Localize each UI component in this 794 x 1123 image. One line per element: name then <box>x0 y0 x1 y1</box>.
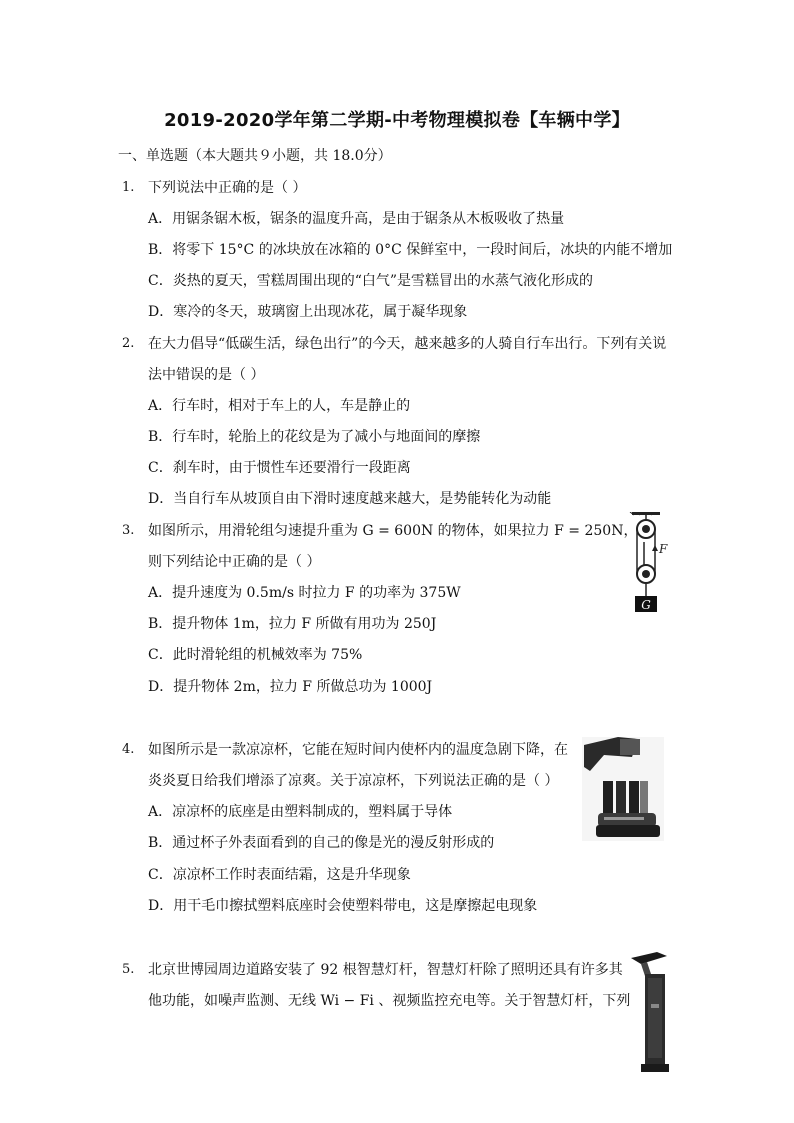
question-1-stem: 下列说法中正确的是（ ） <box>148 180 307 196</box>
question-3-option-c: C．此时滑轮组的机械效率为 75% <box>148 647 363 663</box>
question-4-option-c: C．凉凉杯工作时表面结霜，这是升华现象 <box>148 867 411 883</box>
weight-label: G <box>641 598 651 612</box>
question-1-option-b: B．将零下 15°C 的冰块放在冰箱的 0°C 保鲜室中，一段时间后，冰块的内能不增加 <box>148 242 673 258</box>
question-2-option-b: B．行车时，轮胎上的花纹是为了减小与地面间的摩擦 <box>148 429 481 445</box>
question-1-number: 1. <box>122 180 135 195</box>
section-heading: 一、单选题（本大题共９小题，共 18.0分） <box>118 148 392 164</box>
question-4-stem-line-2: 炎炎夏日给我们增添了凉爽。关于凉凉杯，下列说法正确的是（ ） <box>148 773 559 789</box>
page-title: 2019-2020学年第二学期-中考物理模拟卷【车辆中学】 <box>164 110 630 131</box>
question-4-number: 4. <box>122 742 135 757</box>
force-arrow <box>652 545 658 551</box>
question-2-option-c: C．刹车时，由于惯性车还要滑行一段距离 <box>148 460 411 476</box>
question-3-option-b: B．提升物体 1m，拉力 F 所做有用功为 250J <box>148 616 437 632</box>
cooling-cup-photo <box>582 737 664 841</box>
question-2-stem-line-2: 法中错误的是（ ） <box>148 367 265 383</box>
question-4-stem-line-1: 如图所示是一款凉凉杯，它能在短时间内使杯内的温度急剧下降，在 <box>148 742 568 758</box>
question-5-stem-line-2: 他功能，如噪声监测、无线 Wi − Fi 、视频监控充电等。关于智慧灯杆，下列 <box>148 993 631 1009</box>
question-2-stem-line-1: 在大力倡导“低碳生活，绿色出行”的今天，越来越多的人骑自行车出行。下列有关说 <box>148 336 667 352</box>
question-2-option-d: D．当自行车从坡顶自由下滑时速度越来越大，是势能转化为动能 <box>148 491 552 507</box>
question-5-stem-line-1: 北京世博园周边道路安装了 92 根智慧灯杆，智慧灯杆除了照明还具有许多其 <box>148 962 623 978</box>
question-4-option-d: D．用干毛巾擦拭塑料底座时会使塑料带电，这是摩擦起电现象 <box>148 898 538 914</box>
lamp-base <box>641 1064 669 1072</box>
question-4-option-b: B．通过杯子外表面看到的自己的像是光的漫反射形成的 <box>148 835 495 851</box>
question-4-option-a: A．凉凉杯的底座是由塑料制成的，塑料属于导体 <box>148 804 453 820</box>
pulley-system-figure <box>622 512 674 614</box>
smart-lamp-post-photo <box>627 952 673 1073</box>
question-5-number: 5. <box>122 962 135 977</box>
question-2-number: 2. <box>122 336 135 351</box>
question-2-option-a: A．行车时，相对于车上的人，车是静止的 <box>148 398 411 414</box>
force-label: F <box>659 542 668 556</box>
lamp-head <box>631 952 667 964</box>
question-1-option-c: C．炎热的夏天，雪糕周围出现的“白气”是雪糕冒出的水蒸气液化形成的 <box>148 273 594 289</box>
question-3-option-d: D．提升物体 2m，拉力 F 所做总功为 1000J <box>148 679 433 695</box>
question-3-option-a: A．提升速度为 0.5m/s 时拉力 F 的功率为 375W <box>148 585 461 601</box>
question-3-stem-line-1: 如图所示，用滑轮组匀速提升重为 G = 600N 的物体，如果拉力 F = 250N， <box>148 523 638 539</box>
question-1-option-d: D．寒冷的冬天，玻璃窗上出现冰花，属于凝华现象 <box>148 304 468 320</box>
question-3-number: 3. <box>122 523 135 538</box>
question-3-stem-line-2: 则下列结论中正确的是（ ） <box>148 554 321 570</box>
question-1-option-a: A．用锯条锯木板，锯条的温度升高，是由于锯条从木板吸收了热量 <box>148 211 565 227</box>
